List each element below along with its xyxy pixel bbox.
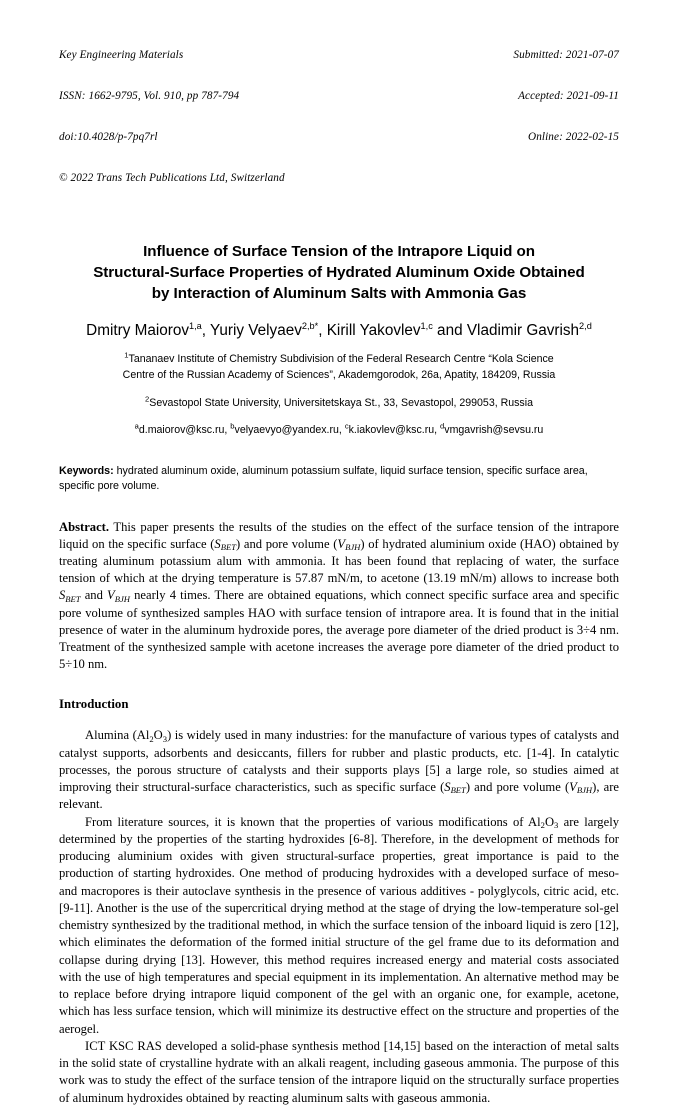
issn-line: ISSN: 1662-9795, Vol. 910, pp 787-794	[59, 89, 240, 102]
author-affil-marker-3: 1,c	[420, 321, 433, 332]
intro-p1-sub-1: 2	[149, 733, 154, 744]
abstract-text-5: nearly 4 times. There are obtained equations, which connect specific surface area and specific pore volume of synthesized samples HAO with surface tension of intrapore area. It is found that in the initial presence of water in the aluminum hydroxide pores, the average pore diameter of the dried product is 3÷4 nm. Treatment of the synthesized sample with acetone increases the average pore diameter of the dried product to 5÷10 nm.	[59, 588, 619, 672]
intro-p2-text-1: From literature sources, it is known that the properties of various modifications of Al	[85, 814, 541, 829]
keywords-label: Keywords:	[59, 464, 114, 477]
symbol-sbet-1-main: S	[214, 536, 221, 551]
author-name-3: Kirill Yakovlev	[326, 322, 421, 340]
abstract-text-4: and	[80, 588, 108, 603]
journal-name: Key Engineering Materials	[59, 49, 184, 62]
symbol-sbet-3-sub: BET	[450, 785, 466, 796]
intro-p3-text-1: ICT KSC RAS developed a solid-phase synthesis method [14,15] based on the interaction of metal salts in the solid state of crystalline hydrate with an alkali reagent, including gaseous ammonia. The purpose of this work was to study the effect of the surface tension of the intrapore liquid on the structurally surface properties of aluminum hydroxides obtained by reacting aluminum salts with gaseous ammonia.	[59, 1038, 619, 1105]
intro-paragraph-2	[59, 814, 619, 1038]
affiliation-1-line-2: Centre of the Russian Academy of Sciences”, Akademgorodok, 26a, Apatity, 184209, Russia	[122, 368, 556, 381]
email-marker-a: a	[134, 421, 139, 431]
author-separator-1: ,	[201, 322, 211, 340]
symbol-vbjh-1-main: V	[337, 536, 346, 551]
intro-p1-text-1: Alumina (Al	[85, 728, 150, 743]
symbol-sbet-1-sub: BET	[220, 542, 236, 552]
affiliation-2-text-1: Sevastopol State University, Universitetskaya St., 33, Sevastopol, 299053, Russia	[149, 396, 533, 409]
symbol-sbet-2-sub: BET	[65, 593, 81, 604]
symbol-vbjh-3-main: V	[569, 780, 577, 795]
section-heading-introduction: Introduction	[59, 697, 129, 712]
email-address-b[interactable]: velyaevyo@yandex.ru	[234, 424, 339, 437]
masthead-right	[513, 22, 619, 172]
symbol-vbjh-1	[337, 537, 360, 551]
symbol-vbjh-1-sub: BJH	[345, 542, 361, 552]
author-affil-marker-4: 2,d	[579, 321, 592, 332]
keywords-text: hydrated aluminum oxide, aluminum potassium sulfate, liquid surface tension, specific surface area, specific pore volume.	[59, 464, 588, 493]
copyright-line: © 2022 Trans Tech Publications Ltd, Switzerland	[59, 171, 285, 184]
keywords-block	[59, 464, 619, 495]
intro-p1-text-4: ) and pore volume (	[465, 780, 570, 795]
affiliation-2	[59, 393, 619, 412]
author-name-1: Dmitry Maiorov	[86, 322, 190, 340]
symbol-sbet-2	[59, 588, 81, 602]
email-separator-c: ,	[434, 424, 441, 437]
submitted-date: Submitted: 2021-07-07	[513, 49, 619, 62]
affiliation-2-marker: 2	[145, 393, 150, 403]
abstract-text-2: ) and pore volume (	[236, 536, 338, 551]
email-marker-b: b	[230, 421, 235, 431]
symbol-sbet-2-main: S	[59, 588, 66, 603]
accepted-date: Accepted: 2021-09-11	[518, 89, 619, 102]
intro-p1-text-3: ) is widely used in many industries: for the manufacture of various types of catalysts and catalyst supports, adsorbents and desiccants, fillers for rubber and plastic products, etc. [1-4]. In catalytic processes, the porous structure of catalysts and their supports plays [5] a large role, so studies aimed at improving their structural-surface characteristics, such as specific surface (	[59, 728, 619, 795]
intro-p2-sub-1: 2	[540, 819, 545, 830]
affiliation-1-line-1	[59, 352, 619, 368]
title-line-3: by Interaction of Aluminum Salts with Ammonia Gas	[151, 285, 527, 303]
page-title	[59, 241, 619, 304]
email-separator-b: ,	[338, 424, 345, 437]
masthead-left	[59, 22, 285, 212]
symbol-sbet-3	[444, 780, 466, 794]
online-date: Online: 2022-02-15	[528, 130, 619, 143]
author-separator-2: ,	[318, 322, 327, 340]
intro-p1-sub-2: 3	[162, 733, 168, 744]
abstract-text-3: ) of hydrated aluminium oxide (HAO) obtained by treating aluminum potassium alum with ammonia. It has been found that replacing of water, the surface tension of which at the drying temperature is 57.87 mN/m, to acetone (13.19 mN/m) allows to increase both	[59, 536, 619, 586]
author-list	[59, 321, 619, 341]
title-line-2: Structural-Surface Properties of Hydrated Aluminum Oxide Obtained	[93, 264, 585, 282]
symbol-vbjh-3-sub: BJH	[576, 785, 593, 796]
affiliation-1-text-1: Tananaev Institute of Chemistry Subdivision of the Federal Research Centre “Kola Science	[128, 353, 554, 366]
symbol-vbjh-3	[569, 780, 592, 794]
symbol-vbjh-2-main: V	[107, 588, 115, 603]
affiliation-1-marker: 1	[124, 350, 129, 360]
abstract-label: Abstract.	[59, 519, 110, 534]
abstract-text-1: This paper presents the results of the studies on the effect of the surface tension of the intrapore liquid on the specific surface (	[59, 519, 619, 551]
symbol-vbjh-2-sub: BJH	[114, 593, 130, 604]
doi-line: doi:10.4028/p-7pq7rl	[59, 130, 158, 143]
email-address-a[interactable]: d.maiorov@ksc.ru	[138, 424, 225, 437]
author-emails	[59, 423, 619, 439]
intro-p2-sub-2: 3	[554, 819, 559, 830]
intro-p2-text-2: O	[544, 814, 555, 829]
affiliation-2-line-1	[59, 393, 619, 412]
abstract-block	[59, 519, 619, 674]
symbol-sbet-1	[214, 537, 236, 551]
symbol-sbet-3-main: S	[444, 780, 451, 795]
email-marker-c: c	[344, 421, 349, 431]
author-separator-3: and	[432, 322, 467, 340]
author-name-2: Yuriy Velyaev	[210, 322, 302, 340]
symbol-vbjh-2	[107, 588, 130, 602]
author-name-4: Vladimir Gavrish	[466, 322, 580, 340]
email-address-c[interactable]: k.iakovlev@ksc.ru	[348, 424, 435, 437]
intro-p2-text-3: are largely determined by the properties of the starting hydroxides [6-8]. Therefore, in the development of methods for producing aluminium oxides with given structural-surface properties, great importance is paid to the production of starting hydroxides. One method of producing hydroxides with a developed surface of meso- and macropores is their autoclave synthesis in the presence of various additives - polyglycols, citric acid, etc. [9-11]. Another is the use of the supercritical drying method at the stage of drying the low-temperature sol-gel chemistry synthesized by the traditional method, in which the surface tension of the inboard liquid is zero [12], which eliminates the deformation of the formed initial structure of the gel frame due to its deformation and collapse during drying [13]. However, this method requires increased energy and material costs associated with the use of high temperatures and special equipment in its implementation. An alternative method may be to replace before drying intrapore liquid component of the gel with an organic one, for example, acetone, which has less surface tension, which will minimize its destructive effect on the structure and properties of the aerogel.	[59, 814, 619, 1036]
author-affil-marker-2: 2,b*	[301, 321, 319, 332]
intro-p1-text-2: O	[153, 728, 163, 743]
title-line-1: Influence of Surface Tension of the Intrapore Liquid on	[143, 243, 535, 261]
affiliation-1	[59, 352, 619, 383]
email-separator-a: ,	[224, 424, 231, 437]
masthead	[59, 22, 619, 212]
intro-paragraph-1	[59, 727, 619, 813]
author-affil-marker-1: 1,a	[189, 321, 202, 332]
email-marker-d: d	[440, 421, 445, 431]
intro-p1-text-5: ), are relevant.	[59, 780, 619, 812]
intro-paragraph-3	[59, 1038, 619, 1107]
email-address-d[interactable]: vmgavrish@sevsu.ru	[444, 424, 544, 437]
